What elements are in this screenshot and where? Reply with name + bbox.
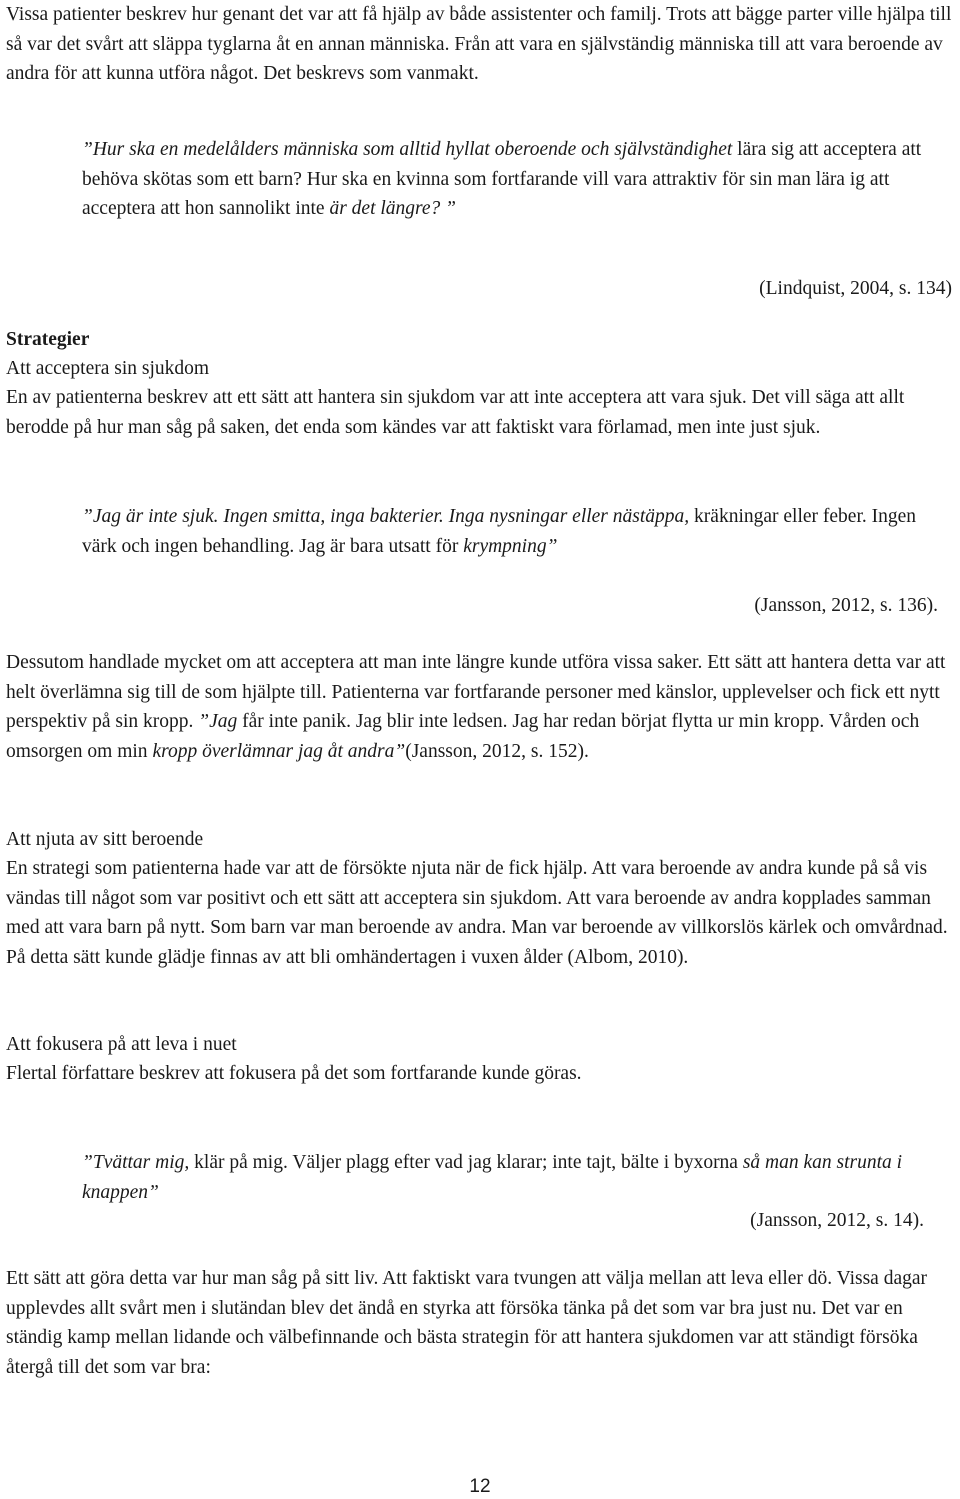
- subheading-focus: Att fokusera på att leva i nuet: [6, 1034, 237, 1055]
- paragraph-enjoy: En strategi som patienterna hade var att de försökte njuta när de fick hjälp. Att vara beroende av andra kunde på så vis vändas till något som var positivt och ett sätt att acceptera sin sjukdom. Att vara beroende av andra kopplades samman med att vara barn på nytt. Som barn var man beroende av andra. Man var beroende av villkorslös kärlek och omvårdnad. På detta sätt kunde glädje finnas av att bli omhändertagen i vuxen ålder (Albom, 2010).: [6, 858, 948, 968]
- quote-jansson-14: [82, 1148, 952, 1207]
- quote-plain: klär på mig. Väljer plagg efter vad jag klarar; inte tajt, bälte i byxorna: [194, 1152, 738, 1173]
- intro-paragraph: Vissa patienter beskrev hur genant det var att få hjälp av både assistenter och familj. Trots att bägge parter ville hjälpa till så var det svårt att släppa tyglarna åt en annan människa. Från att vara en självständig människa till att vara beroende av andra för att kunna utföra något. Det beskrevs som vanmakt.: [6, 4, 952, 84]
- quote-italic-end: krympning”: [463, 535, 558, 557]
- paragraph-focus: Flertal författare beskrev att fokusera på det som fortfarande kunde göras.: [6, 1063, 582, 1084]
- citation-jansson-136: (Jansson, 2012, s. 136).: [754, 595, 938, 616]
- paragraph-surrender: Dessutom handlade mycket om att acceptera att man inte längre kunde utföra vissa saker. Ett sätt att hantera detta var att helt överlämna sig till de som hjälpte till. Patienterna var fortfarande personer med känslor, upplevelser och fick ett nytt perspektiv på sin kropp. ”Jag får inte panik. Jag blir inte ledsen. Jag har redan börjat flytta ur min kropp. Vården och omsorgen om min kropp överlämnar jag åt andra”(Jansson, 2012, s. 152).: [6, 652, 946, 762]
- citation-jansson-14: (Jansson, 2012, s. 14).: [750, 1210, 924, 1231]
- paragraph-accept: En av patienterna beskrev att ett sätt att hantera sin sjukdom var att inte acceptera att vara sjuk. Det vill säga att allt berodde på hur man såg på saken, det enda som kändes var att faktiskt vara förlamad, men inte just sjuk.: [6, 387, 905, 438]
- quote-italic-end: är det längre? ”: [329, 198, 457, 219]
- quote-lindquist: [82, 135, 952, 224]
- citation-lindquist: (Lindquist, 2004, s. 134): [759, 278, 952, 299]
- paragraph-present: Ett sätt att göra detta var hur man såg på sitt liv. Att faktiskt vara tvungen att välja mellan att leva eller dö. Vissa dagar upplevdes allt svårt men i slutändan blev det ändå en styrka att försöka tänka på det som var bra just nu. Det var en ständig kamp mellan lidande och välbefinnande och bästa strategin för att hantera sjukdomen var att ständigt försöka återgå till det som var bra:: [6, 1268, 928, 1378]
- page-number: 12: [469, 1476, 491, 1497]
- quote-italic-start: ”Hur ska en medelålders människa som alltid hyllat oberoende och självständighet: [82, 139, 733, 160]
- quote-jansson-136: [82, 502, 952, 561]
- subheading-accept: Att acceptera sin sjukdom: [6, 358, 210, 379]
- quote-italic-end: så man kan strunta i knappen”: [82, 1152, 903, 1203]
- quote-plain: kräkningar eller feber. Ingen värk och ingen behandling. Jag är bara utsatt för: [82, 506, 917, 557]
- subheading-enjoy: Att njuta av sitt beroende: [6, 829, 204, 850]
- quote-italic-start: ”Tvättar mig,: [82, 1152, 190, 1173]
- quote-italic-start: ”Jag är inte sjuk. Ingen smitta, inga bakterier. Inga nysningar eller nästäppa,: [82, 506, 690, 527]
- quote-plain: lära sig att acceptera att behöva skötas som ett barn? Hur ska en kvinna som fortfarande vill vara attraktiv för sin man lära ig att acceptera att hon sannolikt inte: [82, 139, 922, 219]
- section-heading: Strategier: [6, 329, 90, 350]
